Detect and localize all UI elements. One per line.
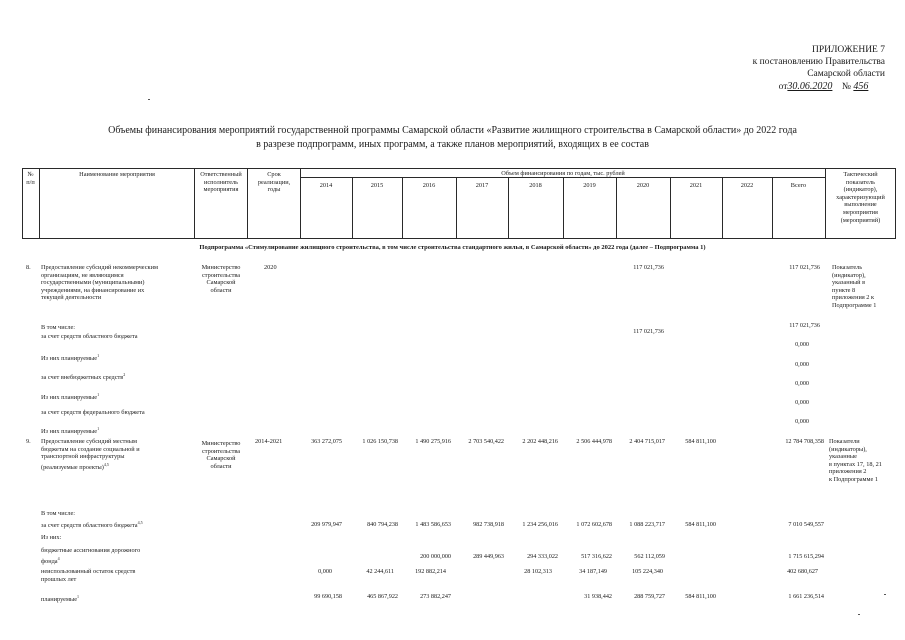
header-period: Срок реализации, годы xyxy=(257,171,291,194)
row8-responsible: Министерство строительства Самарской области xyxy=(201,264,241,294)
row9-planned-2015: 465 867,922 xyxy=(367,593,398,600)
row9-residual-2018: 28 102,313 xyxy=(524,568,552,575)
row8-regional-2020: 117 021,736 xyxy=(633,328,664,335)
row8-incl-label: В том числе: xyxy=(41,324,76,331)
row9-road-2016: 200 000,000 xyxy=(420,553,451,560)
year-header: 2022 xyxy=(740,182,754,189)
row9-residual-2019: 34 187,149 xyxy=(579,568,607,575)
row9-value-2020: 2 404 715,017 xyxy=(629,438,665,445)
row9-regional-2017: 982 738,918 xyxy=(473,521,504,528)
col-divider xyxy=(39,168,40,239)
year-header: 2019 xyxy=(583,182,596,189)
document-title xyxy=(0,124,905,152)
row9-road-total: 1 715 615,294 xyxy=(788,553,824,560)
row9-residual-2015: 42 244,611 xyxy=(366,568,394,575)
row8-incl-total: 117 021,736 xyxy=(789,322,820,329)
row8-federal-label: за счет средств федерального бюджета xyxy=(41,409,145,416)
subprogram-heading: Подпрограмма «Стимулирование жилищного строительства, в том числе строительства стандартного жилья, в Самарской области» до 2022 года (далее – Подпрограмма 1) xyxy=(199,244,706,251)
row8-offbudget-total: 0,000 xyxy=(795,361,809,368)
header-name: Наименование мероприятия xyxy=(79,171,155,178)
header-num: № п/п xyxy=(26,171,35,186)
table-top-border xyxy=(22,168,896,169)
row9-regional-2015: 840 794,238 xyxy=(367,521,398,528)
row9-regional-2014: 209 979,947 xyxy=(311,521,342,528)
row9-planned-2021: 584 811,100 xyxy=(685,593,716,600)
row9-incl-label: В том числе: xyxy=(41,510,76,517)
row9-responsible: Министерство строительства Самарской области xyxy=(201,440,241,470)
row9-regional-2019: 1 072 602,678 xyxy=(576,521,612,528)
row8-total: 117 021,736 xyxy=(789,264,820,271)
row9-residual-2020: 105 224,340 xyxy=(632,568,663,575)
header-indicator: Тактический показатель (индикатор), характеризующий выполнение мероприятия (мероприятий) xyxy=(836,171,885,224)
header-responsible: Ответственный исполнитель мероприятия xyxy=(200,171,242,194)
approval-line-3: Самарской области xyxy=(807,69,885,79)
header-funding: Объем финансирования по годам, тыс. рублей xyxy=(501,170,625,177)
row8-regional-label: за счет средств областного бюджета xyxy=(41,333,138,340)
row9-road-2017: 289 449,963 xyxy=(473,553,504,560)
row9-planned-2016: 273 882,247 xyxy=(420,593,451,600)
row8-planned1-total: 0,000 xyxy=(795,341,809,348)
row9-residual-2014: 0,000 xyxy=(318,568,332,575)
row8-planned2-total: 0,000 xyxy=(795,380,809,387)
approval-stamp xyxy=(753,44,885,93)
row9-value-2015: 1 026 150,738 xyxy=(362,438,398,445)
row9-planned-2014: 99 690,158 xyxy=(314,593,342,600)
title-line-2: в разрезе подпрограмм, иных программ, а также планов мероприятий, входящих в ее состав xyxy=(256,139,649,150)
row9-residual-2016: 192 882,214 xyxy=(415,568,446,575)
scan-speck xyxy=(884,594,886,595)
row9-road-2018: 294 333,022 xyxy=(527,553,558,560)
row9-value-2014: 363 272,075 xyxy=(311,438,342,445)
row8-planned1-label: Из них планируемые$^1$ xyxy=(41,353,100,363)
row9-value-2021: 584 811,100 xyxy=(685,438,716,445)
row9-planned-label: планируемые$^1$ xyxy=(41,594,79,604)
col-divider xyxy=(300,168,301,239)
table-right-border xyxy=(895,168,896,239)
row9-value-2016: 1 490 275,916 xyxy=(415,438,451,445)
row9-of-them-label: Из них: xyxy=(41,534,62,541)
year-header: 2016 xyxy=(422,182,436,189)
row8-period: 2020 xyxy=(264,264,277,271)
handwritten-date: 30.06.2020 xyxy=(787,81,833,92)
row9-regional-2016: 1 483 586,653 xyxy=(415,521,451,528)
approval-date-line xyxy=(753,81,885,93)
row9-regional-2018: 1 234 256,016 xyxy=(522,521,558,528)
year-header: 2014 xyxy=(319,182,333,189)
row9-regional-2020: 1 088 223,717 xyxy=(629,521,665,528)
row9-road-2019: 517 316,622 xyxy=(581,553,612,560)
row9-regional-label: за счет средств областного бюджета$^{4,5}$ xyxy=(41,520,143,530)
date-prefix: от xyxy=(778,82,788,92)
row9-total: 12 784 708,358 xyxy=(785,438,824,445)
row8-federal-total: 0,000 xyxy=(795,399,809,406)
row8-value-2020: 117 021,736 xyxy=(633,264,664,271)
year-header: 2015 xyxy=(370,182,384,189)
row9-road-label: бюджетные ассигнования дорожного фонда$^4$ xyxy=(41,547,141,565)
header-bottom-border xyxy=(22,238,896,239)
row9-indicator: Показатели (индикаторы), указанные в пунктах 17, 18, 21 приложения 2 к Подпрограмме 1 xyxy=(829,438,882,483)
scan-speck xyxy=(148,99,150,100)
row9-residual-total: 402 680,627 xyxy=(787,568,818,575)
scan-speck xyxy=(858,614,860,615)
year-header: 2020 xyxy=(636,182,650,189)
row9-residual-label: неиспользованный остаток средств прошлых лет xyxy=(41,568,136,583)
approval-title: ПРИЛОЖЕНИЕ 7 xyxy=(811,45,885,55)
approval-line-2: к постановлению Правительства xyxy=(752,57,885,67)
row9-planned-2019: 31 938,442 xyxy=(584,593,612,600)
row8-offbudget-label: за счет внебюджетных средств$^2$ xyxy=(41,372,126,382)
row8-name: Предоставление субсидий некоммерческим организациям, не являющимся государственными (муниципальными) учреждениями, на финансирование их текущей деятельности xyxy=(41,264,158,302)
row9-planned-2020: 288 759,727 xyxy=(634,593,665,600)
row8-num: 8. xyxy=(26,264,31,271)
row9-regional-2021: 584 811,100 xyxy=(685,521,716,528)
row8-indicator: Показатель (индикатор), указанный в пункте 8 приложения 2 к Подпрограмме 1 xyxy=(832,264,877,309)
year-header: 2018 xyxy=(529,182,542,189)
row8-planned2-label: Из них планируемые$^1$ xyxy=(41,392,100,402)
row9-num: 9. xyxy=(26,438,31,445)
row9-name: Предоставление субсидий местным бюджетам на создание социальной и транспортной инфраструктуры (реализуемые проекты)$^{4,5}$ xyxy=(41,438,140,471)
number-prefix: № xyxy=(841,82,851,92)
row8-planned3-label: Из них планируемые$^1$ xyxy=(41,426,100,436)
row9-planned-total: 1 661 236,514 xyxy=(788,593,824,600)
row9-road-2020: 562 112,059 xyxy=(634,553,665,560)
row9-regional-total: 7 010 549,557 xyxy=(788,521,824,528)
row9-value-2017: 2 703 540,422 xyxy=(468,438,504,445)
row9-period: 2014-2021 xyxy=(255,438,283,445)
row9-value-2019: 2 506 444,978 xyxy=(576,438,612,445)
year-header: 2021 xyxy=(689,182,703,189)
title-line-1: Объемы финансирования мероприятий государственной программы Самарской области «Развитие жилищного строительства в Самарской области» до 2022 года xyxy=(108,125,797,136)
row8-planned3-total: 0,000 xyxy=(795,418,809,425)
handwritten-number: 456 xyxy=(853,81,869,92)
row9-value-2018: 2 202 448,216 xyxy=(522,438,558,445)
year-header: Всего xyxy=(790,182,807,189)
year-header: 2017 xyxy=(475,182,489,189)
